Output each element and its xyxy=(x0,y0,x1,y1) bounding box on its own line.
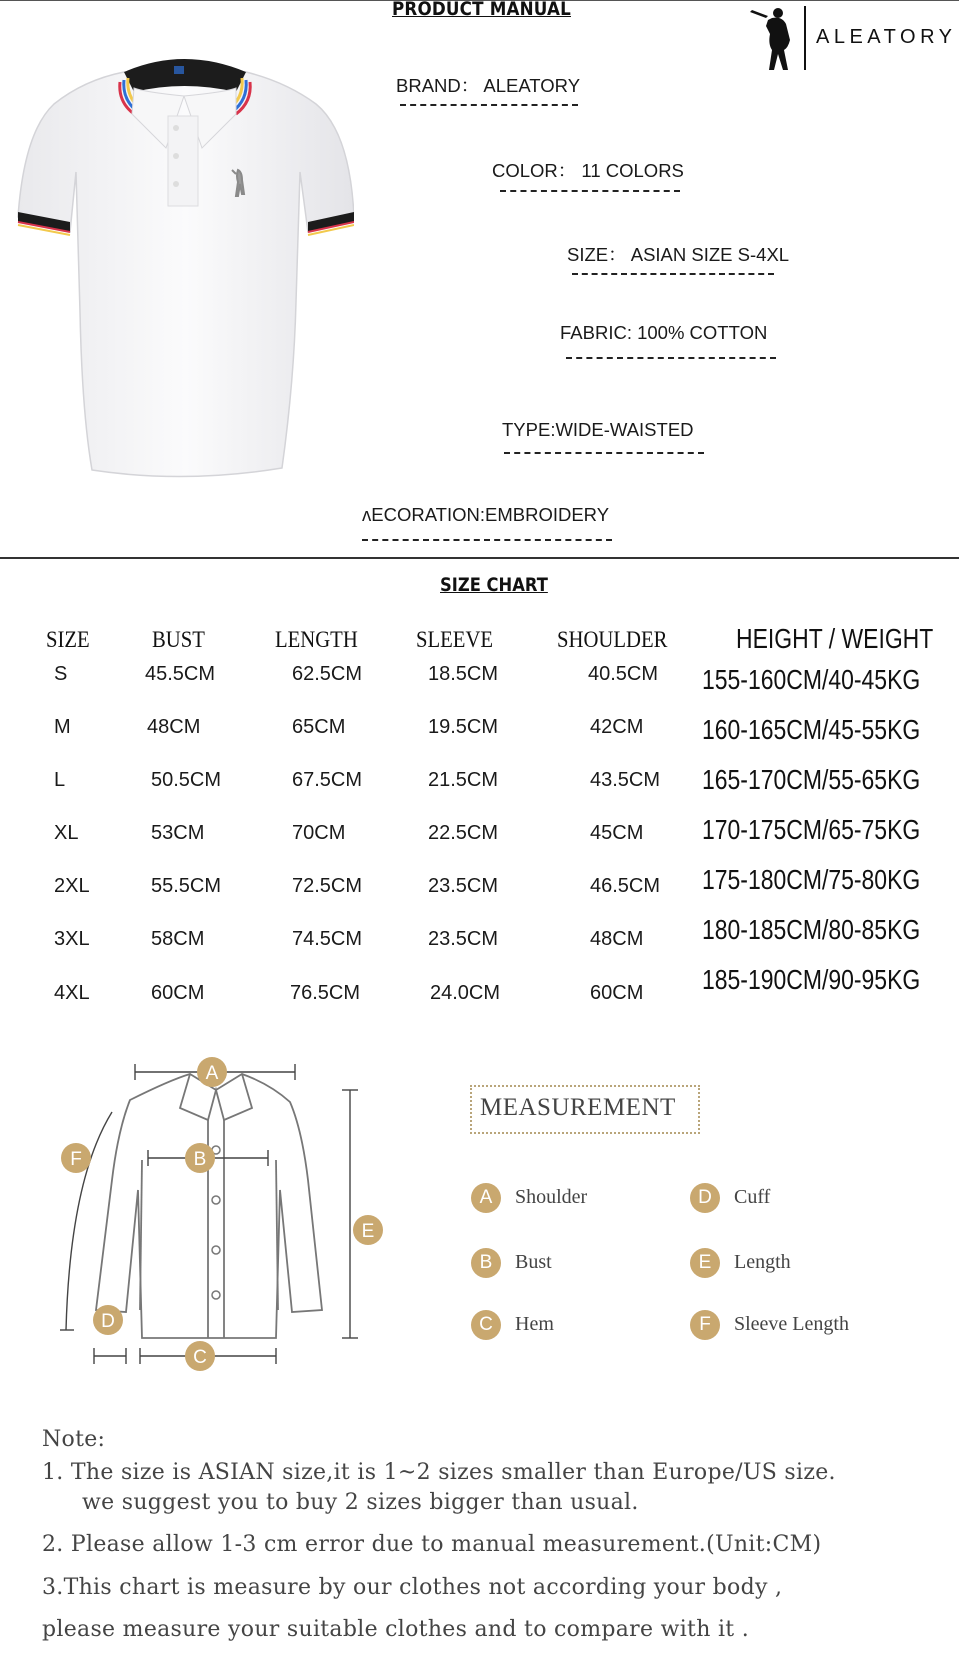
golfer-silhouette-icon xyxy=(750,8,790,70)
cell-height-weight: 185-190CM/90-95KG xyxy=(702,964,921,995)
cell-shoulder: 48CM xyxy=(590,928,644,950)
cell-length: 65CM xyxy=(292,716,346,738)
spec-fabric: FABRIC: 100% COTTON xyxy=(560,322,768,343)
cell-length: 62.5CM xyxy=(292,663,363,685)
cell-size: 3XL xyxy=(54,928,90,950)
polo-shirt-image xyxy=(14,52,354,484)
cell-bust: 45.5CM xyxy=(145,663,216,685)
cell-height-weight: 165-170CM/55-65KG xyxy=(702,764,921,795)
spec-decoration-underline xyxy=(362,539,612,541)
header-shoulder: SHOULDER xyxy=(557,627,668,652)
legend-label-hem: Hem xyxy=(515,1313,554,1335)
legend-badge-e: E xyxy=(690,1248,720,1278)
size-chart-title: SIZE CHART xyxy=(440,574,548,596)
shirt-measurement-diagram xyxy=(40,1040,400,1380)
cell-sleeve: 19.5CM xyxy=(428,716,499,738)
spec-brand-underline xyxy=(400,104,578,106)
notes-heading: Note: xyxy=(42,1427,106,1452)
cell-size: 2XL xyxy=(54,875,90,897)
cell-bust: 60CM xyxy=(151,982,205,1004)
header-sleeve: SLEEVE xyxy=(416,627,494,652)
diagram-badge-f xyxy=(61,1143,91,1173)
legend-badge-d: D xyxy=(690,1183,720,1213)
cell-sleeve: 23.5CM xyxy=(428,928,499,950)
diagram-letter-f: F xyxy=(70,1149,82,1170)
diagram-letter-c: C xyxy=(193,1347,207,1368)
measurement-title: MEASUREMENT xyxy=(480,1094,676,1121)
spec-size-underline xyxy=(572,273,774,275)
diagram-badge-d xyxy=(93,1305,123,1335)
header-bust: BUST xyxy=(152,627,205,652)
cell-sleeve: 18.5CM xyxy=(428,663,499,685)
logo-wordmark: ALEATORY xyxy=(816,26,957,48)
cell-shoulder: 42CM xyxy=(590,716,644,738)
spec-decoration: ʌECORATION:EMBROIDERY xyxy=(362,504,610,525)
cell-bust: 58CM xyxy=(151,928,205,950)
cell-height-weight: 175-180CM/75-80KG xyxy=(702,864,921,895)
legend-label-bust: Bust xyxy=(515,1251,552,1273)
cell-length: 72.5CM xyxy=(292,875,363,897)
cell-sleeve: 22.5CM xyxy=(428,822,499,844)
cell-shoulder: 45CM xyxy=(590,822,644,844)
spec-color-underline xyxy=(500,190,680,192)
legend-label-cuff: Cuff xyxy=(734,1186,771,1208)
cell-bust: 53CM xyxy=(151,822,205,844)
header-height-weight: HEIGHT / WEIGHT xyxy=(736,623,934,654)
logo-divider xyxy=(804,6,806,70)
cell-length: 70CM xyxy=(292,822,346,844)
cell-height-weight: 160-165CM/45-55KG xyxy=(702,714,921,745)
cell-sleeve: 23.5CM xyxy=(428,875,499,897)
cell-shoulder: 40.5CM xyxy=(588,663,659,685)
note-line-1b: we suggest you to buy 2 sizes bigger than usual. xyxy=(82,1490,639,1515)
spec-brand: BRAND： ALEATORY xyxy=(396,75,581,96)
diagram-badge-e xyxy=(353,1215,383,1245)
legend-badge-a: A xyxy=(471,1183,501,1213)
cell-bust: 48CM xyxy=(147,716,201,738)
section-divider xyxy=(0,557,959,559)
note-line-4: please measure your suitable clothes and to compare with it . xyxy=(42,1617,750,1642)
legend-label-length: Length xyxy=(734,1251,791,1273)
cell-shoulder: 60CM xyxy=(590,982,644,1004)
cell-shoulder: 46.5CM xyxy=(590,875,661,897)
diagram-letter-e: E xyxy=(361,1221,375,1242)
spec-color: COLOR： 11 COLORS xyxy=(492,160,684,181)
legend-badge-c: C xyxy=(471,1310,501,1340)
cell-size: M xyxy=(54,716,71,738)
note-line-3: 3.This chart is measure by our clothes not according your body , xyxy=(42,1575,783,1600)
cell-height-weight: 155-160CM/40-45KG xyxy=(702,664,921,695)
cell-bust: 50.5CM xyxy=(151,769,222,791)
cell-size: L xyxy=(54,769,66,791)
diagram-letter-d: D xyxy=(101,1311,115,1332)
cell-bust: 55.5CM xyxy=(151,875,222,897)
cell-length: 74.5CM xyxy=(292,928,363,950)
diagram-badge-b xyxy=(185,1143,215,1173)
cell-length: 67.5CM xyxy=(292,769,363,791)
header-length: LENGTH xyxy=(275,627,358,652)
diagram-letter-a: A xyxy=(205,1063,219,1084)
spec-type: TYPE:WIDE-WAISTED xyxy=(502,419,694,440)
diagram-badge-a xyxy=(197,1057,227,1087)
legend-badge-f: F xyxy=(690,1310,720,1340)
note-line-1: 1. The size is ASIAN size,it is 1~2 sizes smaller than Europe/US size. xyxy=(42,1460,836,1485)
legend-label-shoulder: Shoulder xyxy=(515,1186,588,1208)
cell-size: S xyxy=(54,663,68,685)
cell-length: 76.5CM xyxy=(290,982,361,1004)
legend-badge-b: B xyxy=(471,1248,501,1278)
header-size: SIZE xyxy=(46,627,90,652)
cell-shoulder: 43.5CM xyxy=(590,769,661,791)
cell-height-weight: 170-175CM/65-75KG xyxy=(702,814,921,845)
cell-sleeve: 21.5CM xyxy=(428,769,499,791)
legend-label-sleeve-length: Sleeve Length xyxy=(734,1313,849,1335)
note-line-2: 2. Please allow 1-3 cm error due to manual measurement.(Unit:CM) xyxy=(42,1532,822,1557)
cell-height-weight: 180-185CM/80-85KG xyxy=(702,914,921,945)
cell-sleeve: 24.0CM xyxy=(430,982,501,1004)
page-title: PRODUCT MANUAL xyxy=(392,0,571,20)
cell-size: XL xyxy=(54,822,79,844)
spec-fabric-underline xyxy=(566,357,776,359)
diagram-letter-b: B xyxy=(193,1149,207,1170)
spec-size: SIZE： ASIAN SIZE S-4XL xyxy=(567,244,790,265)
spec-type-underline xyxy=(504,452,704,454)
cell-size: 4XL xyxy=(54,982,90,1004)
diagram-badge-c xyxy=(185,1341,215,1371)
